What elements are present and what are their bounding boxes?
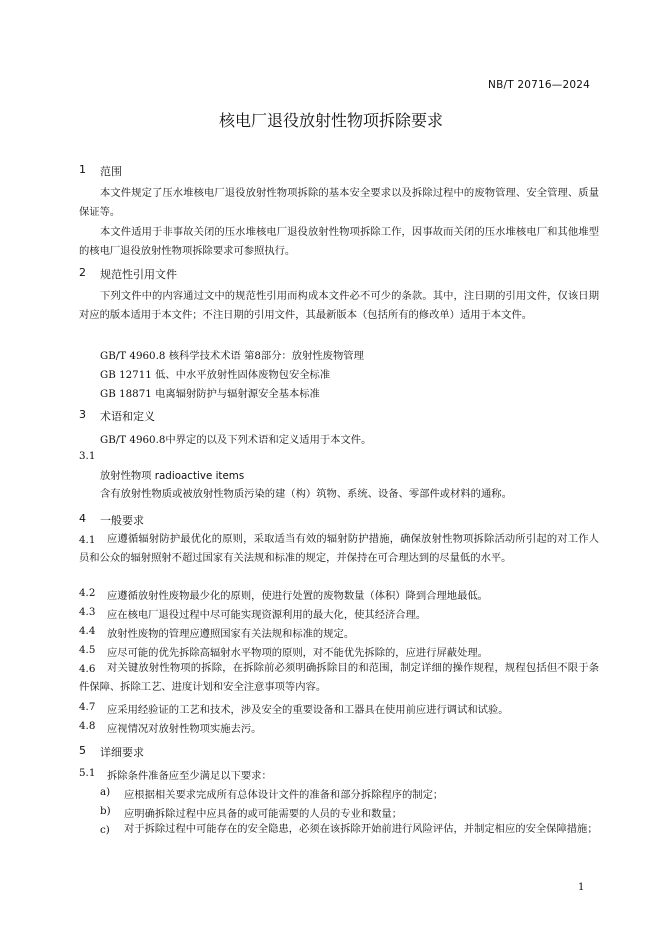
clause-text: 应在核电厂退役过程中尽可能实现资源利用的最大化，使其经济合理。 [107, 609, 427, 621]
section-3-title: 术语和定义 [100, 410, 155, 423]
section-2-number: 2 [79, 266, 86, 279]
section-5-title: 详细要求 [100, 746, 144, 759]
clause-number: 5.1 [79, 767, 96, 779]
section-4-title: 一般要求 [100, 514, 144, 527]
term-definition: 含有放射性物质或被放射性物质污染的建（构）筑物、系统、设备、零部件或材料的通称。 [100, 488, 512, 500]
clause-number: 4.4 [79, 625, 96, 637]
section-2-title: 规范性引用文件 [100, 268, 177, 281]
clause-text: 应采用经验证的工艺和技术，涉及安全的重要设备和工器具在使用前应进行调试和试验。 [107, 704, 509, 716]
clause-number: 4.6 [79, 663, 96, 675]
section-1-para-2: 本文件适用于非事故关闭的压水堆核电厂退役放射性物项拆除工作，因事故而关闭的压水堆核电厂和其他堆型的核电厂退役放射性物项拆除要求可参照执行。 [79, 226, 599, 257]
clause-number: 4.2 [79, 587, 96, 599]
term-name: 放射性物项 radioactive items [100, 470, 245, 482]
clause-text: 应遵循辐射防护最优化的原则，采取适当有效的辐射防护措施，确保放射性物项拆除活动所引起的对工作人员和公众的辐射照射不超过国家有关法规和标准的规定，并保持在可合理达到的尽量低的水平。 [79, 533, 599, 564]
section-1-number: 1 [79, 163, 86, 176]
clause-text: 放射性废物的管理应遵照国家有关法规和标准的规定。 [107, 628, 355, 640]
sub-item-text: 对于拆除过程中可能存在的安全隐患，必须在该拆除开始前进行风险评估，并制定相应的安全保障措施； [124, 823, 598, 835]
sub-item-text: 应根据相关要求完成所有总体设计文件的准备和部分拆除程序的制定； [124, 789, 444, 801]
section-1-para-1: 本文件规定了压水堆核电厂退役放射性物项拆除的基本安全要求以及拆除过程中的废物管理、安全管理、质量保证等。 [79, 187, 599, 218]
clause-text: 对关键放射性物项的拆除，在拆除前必须明确拆除目的和范围，制定详细的操作规程，规程包括但不限于条件保障、拆除工艺、进度计划和安全注意事项等内容。 [79, 662, 599, 693]
document-title: 核电厂退役放射性物项拆除要求 [218, 111, 443, 130]
reference-item: GB/T 4960.8 核科学技术术语 第8部分：放射性废物管理 [100, 350, 364, 362]
clause-text: 应视情况对放射性物项实施去污。 [107, 723, 262, 735]
standard-code: NB/T 20716—2024 [488, 79, 590, 91]
section-5-number: 5 [79, 744, 86, 757]
clause-text: 应尽可能的优先拆除高辐射水平物项的原则，对不能优先拆除的，应进行屏蔽处理。 [107, 647, 488, 659]
clause-text: 应遵循放射性废物最少化的原则，使进行处置的废物数量（体积）降到合理地最低。 [107, 590, 488, 602]
section-2-para-1: 下列文件中的内容通过文中的规范性引用而构成本文件必不可少的条款。其中，注日期的引用文件，仅该日期对应的版本适用于本文件；不注日期的引用文件，其最新版本（包括所有的修改单）适用于本文件。 [79, 290, 599, 321]
section-3-para-1: GB/T 4960.8中界定的以及下列术语和定义适用于本文件。 [100, 434, 372, 446]
reference-item: GB 12711 低、中水平放射性固体废物包安全标准 [100, 369, 331, 381]
section-4-number: 4 [79, 512, 86, 525]
clause-number: 4.5 [79, 644, 96, 656]
page-number: 1 [578, 882, 585, 893]
clause-text: 拆除条件准备应至少满足以下要求： [107, 770, 272, 782]
reference-item: GB 18871 电离辐射防护与辐射源安全基本标准 [100, 388, 320, 400]
sub-item-label: a) [100, 786, 111, 798]
section-1-title: 范围 [100, 165, 122, 178]
clause-number: 4.3 [79, 606, 96, 618]
clause-number: 4.1 [79, 534, 96, 546]
sub-item-text: 应明确拆除过程中应具备的或可能需要的人员的专业和数量； [124, 808, 403, 820]
term-number: 3.1 [79, 450, 96, 462]
sub-item-label: c) [100, 824, 110, 836]
section-3-number: 3 [79, 408, 86, 421]
sub-item-label: b) [100, 805, 111, 817]
clause-number: 4.7 [79, 701, 96, 713]
clause-number: 4.8 [79, 720, 96, 732]
